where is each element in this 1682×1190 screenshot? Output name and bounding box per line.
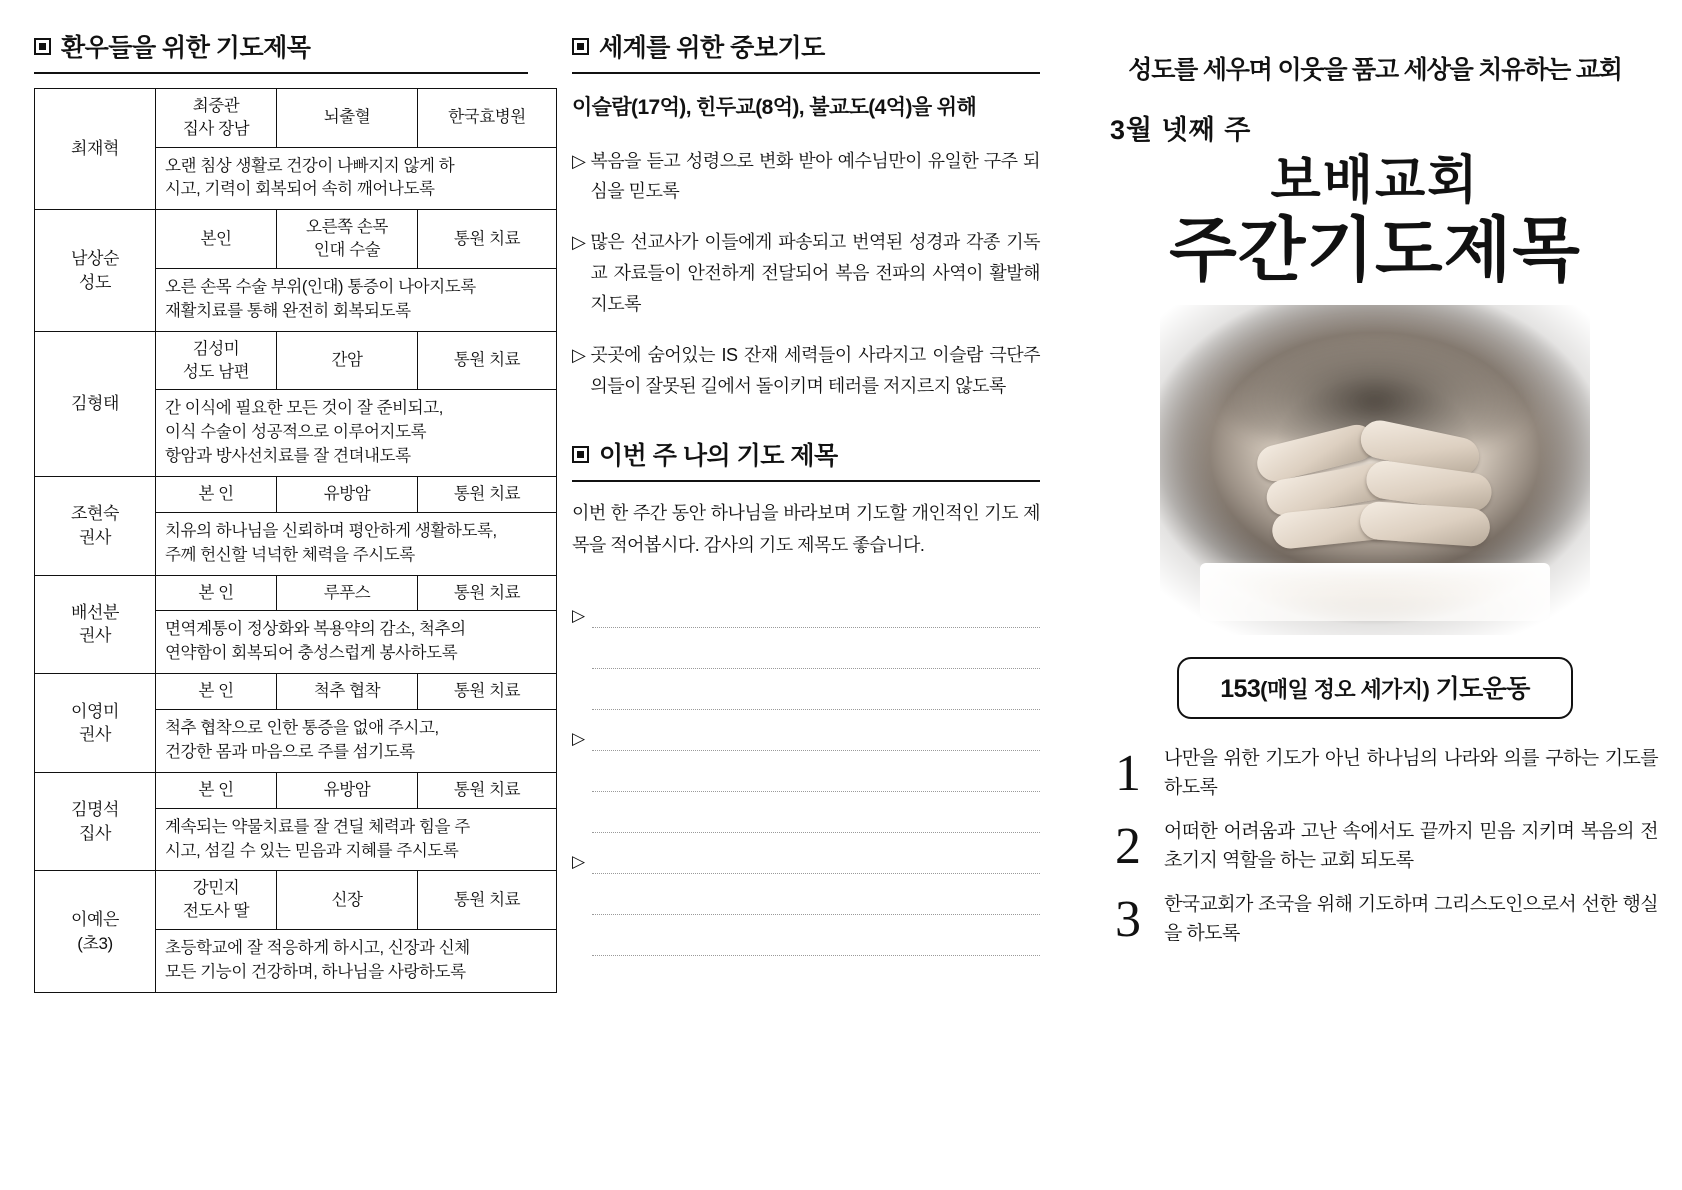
- numbered-prayer-item: [1106, 891, 1658, 948]
- column-world-intercession: [546, 28, 1066, 1170]
- section-heading-sick: [34, 28, 528, 72]
- table-row: [35, 89, 557, 148]
- patient-disease: 척추 협착: [277, 674, 418, 710]
- dotted-rule: [592, 627, 1040, 628]
- patient-treatment-place: 통원 치료: [418, 210, 557, 269]
- section-heading-world-label: 세계를 위한 중보기도: [599, 34, 825, 62]
- dotted-rule: [592, 709, 1040, 710]
- patient-treatment-place: 통원 치료: [418, 477, 557, 513]
- dotted-rule: [592, 832, 1040, 833]
- write-in-line[interactable]: [572, 710, 1040, 751]
- dotted-rule: [592, 791, 1040, 792]
- patient-prayer-detail: 오른 손목 수술 부위(인대) 통증이 나아지도록 재활치료를 통해 완전히 회복되도록: [156, 268, 557, 331]
- dotted-rule: [592, 914, 1040, 915]
- section-heading-my-prayer-label: 이번 주 나의 기도 제목: [599, 442, 838, 471]
- patient-prayer-detail: 면역계통이 정상화와 복용약의 감소, 척추의 연약함이 회복되어 충성스럽게 봉사하도록: [156, 611, 557, 674]
- write-in-lines[interactable]: [572, 587, 1040, 956]
- patient-prayer-detail: 간 이식에 필요한 모든 것이 잘 준비되고, 이식 수술이 성공적으로 이루어지도록 항암과 방사선치료를 잘 견뎌내도록: [156, 390, 557, 477]
- line-spacer: [572, 952, 592, 956]
- patient-name: 이영미 권사: [35, 674, 156, 773]
- patient-prayer-detail: 척추 협착으로 인한 통증을 없애 주시고, 건강한 몸과 마음으로 주를 섬기도록: [156, 710, 557, 773]
- patient-disease: 오른쪽 손목 인대 수술: [277, 210, 418, 269]
- write-in-line[interactable]: [572, 792, 1040, 833]
- numbered-prayer-item: [1106, 745, 1658, 802]
- badge-suffix: 기도운동: [1435, 675, 1530, 704]
- table-row: [35, 575, 557, 611]
- week-label: 3월 넷째 주: [1110, 115, 1252, 145]
- patient-treatment-place: 통원 치료: [418, 575, 557, 611]
- world-prayer-item-text: 곳곳에 숨어있는 IS 잔재 세력들이 사라지고 이슬람 극단주의들이 잘못된 길에서 돌이키며 테러를 저지르지 않도록: [590, 345, 1040, 397]
- world-prayer-item: [572, 340, 1040, 402]
- dotted-rule: [592, 750, 1040, 751]
- patient-disease: 유방암: [277, 477, 418, 513]
- world-prayer-item-text: 많은 선교사가 이들에게 파송되고 번역된 성경과 각종 기독교 자료들이 안전하게 전달되어 복음 전파의 사역이 활발해지도록: [590, 232, 1040, 315]
- prayer-request-table: [34, 88, 557, 993]
- patient-name: 조현숙 권사: [35, 477, 156, 576]
- badge-number: 153: [1220, 675, 1261, 704]
- square-bullet-icon: [572, 446, 589, 463]
- square-bullet-icon: [572, 38, 589, 55]
- line-spacer: [572, 829, 592, 833]
- write-in-line[interactable]: [572, 915, 1040, 956]
- item-number: 1: [1115, 744, 1141, 802]
- patient-relation: 본 인: [156, 674, 277, 710]
- patient-treatment-place: 통원 치료: [418, 331, 557, 390]
- write-in-line[interactable]: [572, 669, 1040, 710]
- patient-name: 최재혁: [35, 89, 156, 210]
- badge-paren: (매일 정오 세가지): [1260, 677, 1430, 703]
- line-spacer: [572, 788, 592, 792]
- praying-hands-photo: [1160, 305, 1590, 635]
- patient-treatment-place: 통원 치료: [418, 674, 557, 710]
- numbered-prayer-list: [1106, 745, 1658, 948]
- triangle-bullet-icon: ▷: [572, 345, 586, 366]
- bulletin-title: 주간기도제목: [1169, 211, 1581, 290]
- photo-vignette: [1160, 305, 1590, 635]
- item-text: 한국교회가 조국을 위해 기도하며 그리스도인으로서 선한 행실을 하도록: [1164, 894, 1658, 944]
- dotted-rule: [592, 668, 1040, 669]
- section-heading-world: [572, 28, 1040, 72]
- patient-name: 배선분 권사: [35, 575, 156, 674]
- item-text: 나만을 위한 기도가 아닌 하나님의 나라와 의를 구하는 기도를 하도록: [1164, 748, 1658, 798]
- patient-relation: 김성미 성도 남편: [156, 331, 277, 390]
- patient-name: 남상순 성도: [35, 210, 156, 331]
- patient-disease: 뇌출혈: [277, 89, 418, 148]
- table-row: [35, 477, 557, 513]
- numbered-prayer-item: [1106, 818, 1658, 875]
- patient-disease: 유방암: [277, 772, 418, 808]
- world-prayer-item: [572, 227, 1040, 320]
- prayer-movement-badge: [1177, 657, 1573, 719]
- dotted-rule: [592, 873, 1040, 874]
- world-prayer-item: [572, 146, 1040, 208]
- patient-treatment-place: 한국효병원: [418, 89, 557, 148]
- patient-prayer-detail: 치유의 하나님을 신뢰하며 평안하게 생활하도록, 주께 헌신할 넉넉한 체력을 주시도록: [156, 512, 557, 575]
- column-prayer-for-sick: [34, 28, 546, 1170]
- table-row: [35, 210, 557, 269]
- world-lead-text: 이슬람(17억), 힌두교(8억), 불교도(4억)을 위해: [572, 96, 977, 119]
- patient-relation: 본 인: [156, 772, 277, 808]
- write-in-line[interactable]: [572, 874, 1040, 915]
- heading-divider: [34, 72, 528, 74]
- triangle-bullet-icon: ▷: [572, 852, 586, 872]
- table-row: [35, 772, 557, 808]
- patient-name: 김명석 집사: [35, 772, 156, 871]
- section-heading-sick-label: 환우들을 위한 기도제목: [61, 34, 311, 62]
- world-prayer-items: [572, 146, 1040, 403]
- line-spacer: [572, 665, 592, 669]
- line-spacer: [572, 911, 592, 915]
- patient-treatment-place: 통원 치료: [418, 871, 557, 930]
- heading-divider: [572, 72, 1040, 74]
- item-number: 2: [1115, 817, 1141, 875]
- triangle-bullet-icon: ▷: [572, 606, 586, 626]
- item-text: 어떠한 어려움과 고난 속에서도 끝까지 믿음 지키며 복음의 전초기지 역할을 하는 교회 되도록: [1164, 821, 1658, 871]
- patient-prayer-detail: 오랜 침상 생활로 건강이 나빠지지 않게 하 시고, 기력이 회복되어 속히 깨어나도록: [156, 147, 557, 210]
- patient-disease: 신장: [277, 871, 418, 930]
- table-row: [35, 331, 557, 390]
- write-in-line[interactable]: [572, 833, 1040, 874]
- church-slogan: 성도를 세우며 이웃을 품고 세상을 치유하는 교회: [1128, 56, 1622, 84]
- patient-treatment-place: 통원 치료: [418, 772, 557, 808]
- write-in-line[interactable]: [572, 751, 1040, 792]
- patient-relation: 본 인: [156, 477, 277, 513]
- patient-prayer-detail: 계속되는 약물치료를 잘 견딜 체력과 힘을 주 시고, 섬길 수 있는 믿음과 지혜를 주시도록: [156, 808, 557, 871]
- section-heading-my-prayer: [572, 436, 1040, 480]
- patient-name: 이예은 (초3): [35, 871, 156, 992]
- patient-prayer-detail: 초등학교에 잘 적응하게 하시고, 신장과 신체 모든 기능이 건강하며, 하나님을 사랑하도록: [156, 930, 557, 993]
- patient-name: 김형태: [35, 331, 156, 476]
- patient-disease: 간암: [277, 331, 418, 390]
- patient-relation: 본인: [156, 210, 277, 269]
- patient-relation: 본 인: [156, 575, 277, 611]
- patient-relation: 강민지 전도사 딸: [156, 871, 277, 930]
- write-in-line[interactable]: [572, 587, 1040, 628]
- square-bullet-icon: [34, 38, 51, 55]
- column-cover: [1066, 28, 1658, 1170]
- my-prayer-note: 이번 한 주간 동안 하나님을 바라보며 기도할 개인적인 기도 제목을 적어봅시다. 감사의 기도 제목도 좋습니다.: [572, 503, 1040, 555]
- patient-relation: 최중관 집사 장남: [156, 89, 277, 148]
- table-row: [35, 674, 557, 710]
- table-row: [35, 871, 557, 930]
- triangle-bullet-icon: ▷: [572, 232, 586, 253]
- church-name: 보배교회: [1270, 152, 1480, 210]
- triangle-bullet-icon: ▷: [572, 150, 586, 171]
- patient-disease: 루푸스: [277, 575, 418, 611]
- heading-divider: [572, 480, 1040, 482]
- dotted-rule: [592, 955, 1040, 956]
- line-spacer: [572, 706, 592, 710]
- triangle-bullet-icon: ▷: [572, 729, 586, 749]
- world-prayer-item-text: 복음을 듣고 성령으로 변화 받아 예수님만이 유일한 구주 되심을 믿도록: [590, 150, 1040, 202]
- write-in-line[interactable]: [572, 628, 1040, 669]
- item-number: 3: [1115, 890, 1141, 948]
